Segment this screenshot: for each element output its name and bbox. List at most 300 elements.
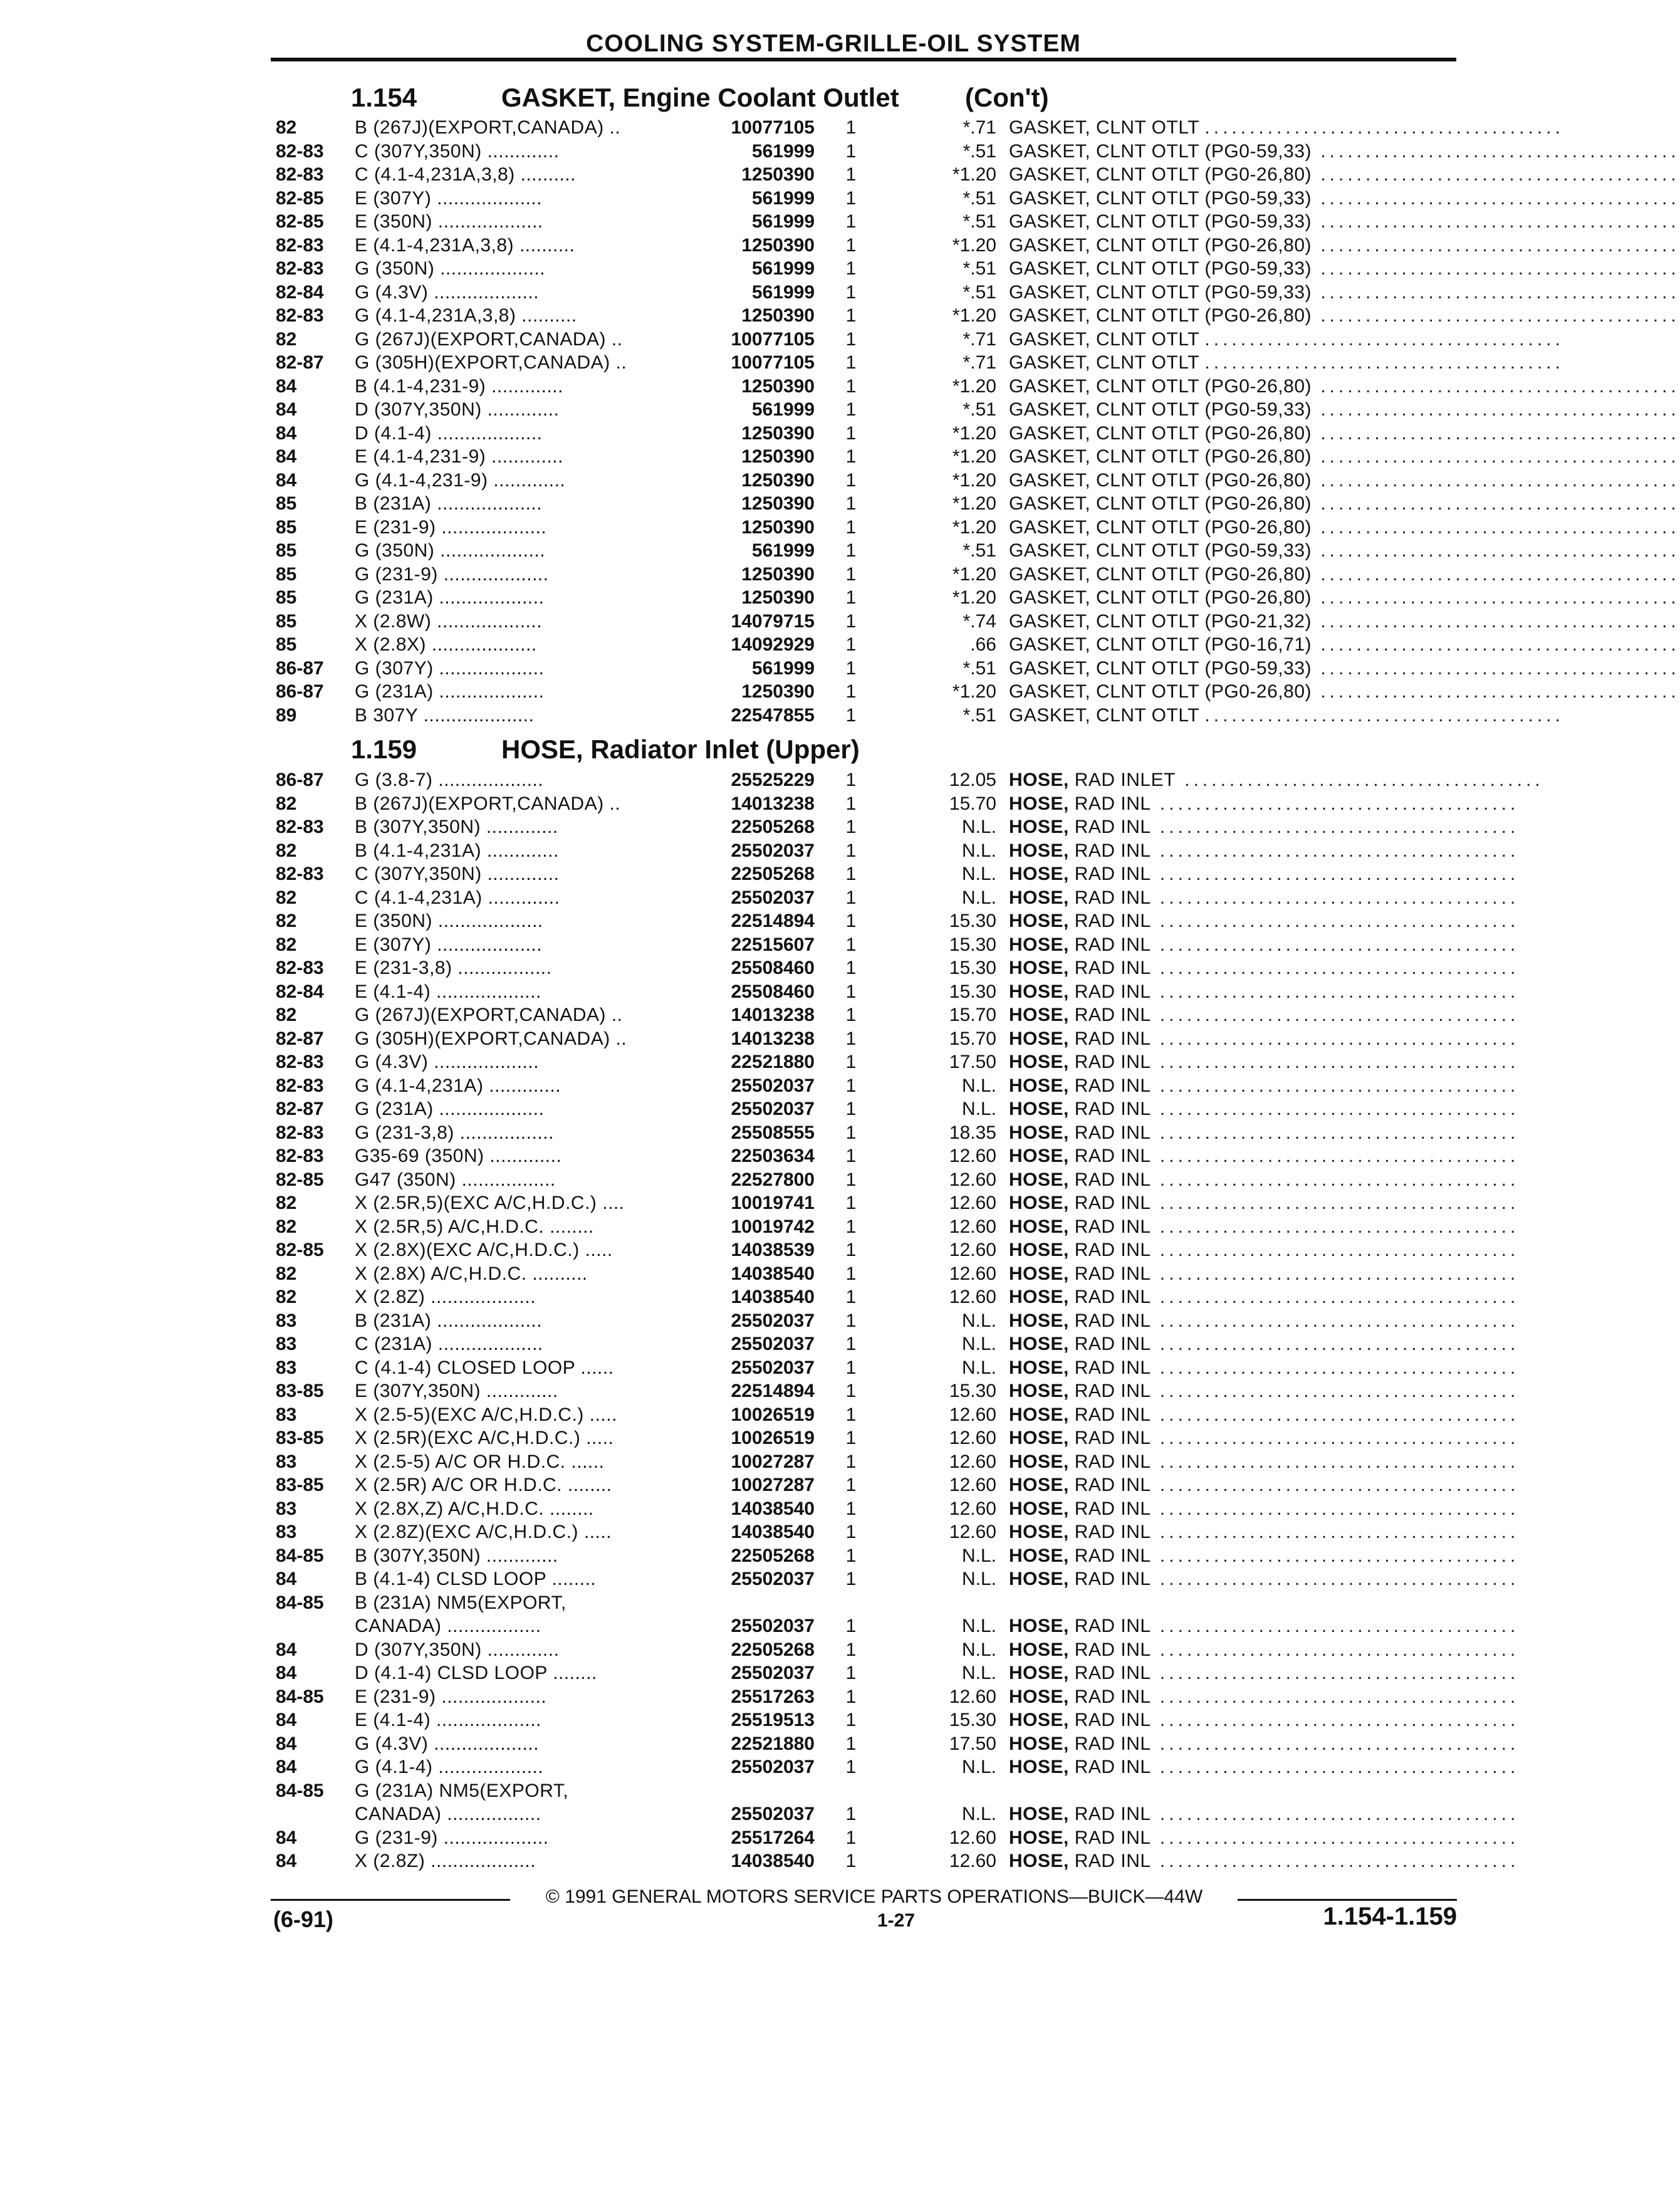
part-name-text: HOSE, bbox=[1009, 1827, 1069, 1848]
part-number: 1250390 bbox=[741, 375, 815, 397]
part-name-note: RAD INL bbox=[1074, 1428, 1151, 1448]
dot-leader: ........................................ bbox=[1204, 352, 1564, 373]
part-number: 1250390 bbox=[741, 587, 815, 608]
table-row bbox=[0, 1544, 1584, 1568]
part-name bbox=[1009, 1003, 1520, 1027]
quantity: 1 bbox=[845, 911, 857, 931]
table-row bbox=[0, 187, 1680, 211]
dot-leader: ........................................ bbox=[1312, 469, 1680, 491]
model-years: 85 bbox=[276, 540, 297, 561]
model-years: 82 bbox=[276, 934, 297, 955]
part-number: 1250390 bbox=[741, 516, 815, 538]
part-number: 22514894 bbox=[731, 911, 815, 931]
part-name-note: (PG0-26,80) bbox=[1204, 469, 1312, 491]
part-name-text: HOSE, bbox=[1009, 1851, 1069, 1871]
section-heading-1159 bbox=[351, 732, 1454, 767]
dot-leader: ........................................ bbox=[1150, 1616, 1520, 1636]
dot-leader: ........................................ bbox=[1150, 1240, 1520, 1260]
part-number: 14038540 bbox=[731, 1522, 815, 1542]
quantity: 1 bbox=[845, 328, 857, 350]
model-years: 83 bbox=[276, 1522, 297, 1542]
part-number: 25502037 bbox=[731, 1569, 815, 1589]
part-number: 10026519 bbox=[731, 1404, 815, 1425]
part-name-text: HOSE, bbox=[1009, 1099, 1069, 1119]
price: N.L. bbox=[961, 817, 996, 837]
part-number: 22547855 bbox=[731, 704, 815, 726]
application: C (231A) ................... bbox=[355, 1334, 543, 1354]
application: G (4.3V) ................... bbox=[355, 281, 540, 303]
model-years: 82-83 bbox=[276, 817, 324, 837]
application: X (2.8Z) ................... bbox=[355, 1287, 536, 1307]
table-row bbox=[0, 257, 1680, 281]
price: *.51 bbox=[963, 657, 996, 679]
part-name bbox=[1009, 1755, 1520, 1779]
table-row bbox=[0, 862, 1584, 886]
part-name-text: HOSE, bbox=[1009, 887, 1069, 908]
table-row bbox=[0, 1332, 1584, 1356]
quantity: 1 bbox=[845, 1334, 857, 1354]
dot-leader: ........................................ bbox=[1312, 211, 1680, 232]
dot-leader: ........................................ bbox=[1312, 375, 1680, 397]
price: *1.20 bbox=[952, 516, 996, 538]
model-years: 86-87 bbox=[276, 657, 324, 679]
quantity: 1 bbox=[845, 211, 857, 232]
part-number: 1250390 bbox=[741, 446, 815, 467]
part-name-text: HOSE, bbox=[1009, 1122, 1069, 1143]
part-name bbox=[1009, 933, 1520, 957]
price: *1.20 bbox=[952, 681, 996, 702]
quantity: 1 bbox=[845, 958, 857, 978]
application: G (231A) ................... bbox=[355, 681, 545, 702]
table-row bbox=[0, 586, 1680, 610]
price: N.L. bbox=[961, 1357, 996, 1378]
table-row bbox=[0, 1003, 1584, 1027]
part-number: 10019741 bbox=[731, 1193, 815, 1213]
table-row bbox=[0, 839, 1584, 863]
price: *.51 bbox=[963, 540, 996, 561]
part-number: 1250390 bbox=[741, 164, 815, 185]
part-name-text: GASKET, CLNT OTLT bbox=[1009, 610, 1199, 632]
dot-leader: ........................................ bbox=[1312, 516, 1680, 538]
quantity: 1 bbox=[845, 1428, 857, 1448]
part-name-note: RAD INL bbox=[1074, 864, 1151, 884]
price: *1.20 bbox=[952, 446, 996, 467]
quantity: 1 bbox=[845, 793, 857, 814]
table-row bbox=[0, 1567, 1584, 1591]
price: *1.20 bbox=[952, 469, 996, 491]
part-number: 22505268 bbox=[731, 817, 815, 837]
part-name bbox=[1009, 1144, 1520, 1168]
dot-leader: ........................................ bbox=[1150, 1052, 1520, 1072]
dot-leader: ........................................ bbox=[1312, 610, 1680, 632]
part-name bbox=[1009, 1309, 1520, 1333]
part-number: 25525229 bbox=[731, 770, 815, 790]
footer-rule-left bbox=[271, 1899, 510, 1901]
part-name bbox=[1009, 704, 1564, 728]
part-name-text: HOSE, bbox=[1009, 1498, 1069, 1519]
dot-leader: ........................................ bbox=[1204, 704, 1564, 726]
price: 12.60 bbox=[949, 1263, 996, 1284]
table-row bbox=[0, 1215, 1584, 1239]
part-name bbox=[1009, 839, 1520, 863]
application: E (231-9) ................... bbox=[355, 516, 547, 538]
table-row bbox=[0, 657, 1680, 681]
table-row bbox=[0, 375, 1680, 399]
part-number: 14038540 bbox=[731, 1498, 815, 1519]
part-name bbox=[1009, 422, 1680, 446]
part-number: 561999 bbox=[751, 281, 815, 303]
part-name-text: GASKET, CLNT OTLT bbox=[1009, 187, 1199, 209]
application: B (231A) NM5(EXPORT, bbox=[355, 1592, 566, 1613]
table-row bbox=[0, 1708, 1584, 1732]
table-row bbox=[0, 1755, 1584, 1779]
part-number: 25502037 bbox=[731, 1099, 815, 1119]
price: 12.60 bbox=[949, 1851, 996, 1871]
part-name-note: RAD INL bbox=[1074, 1287, 1151, 1307]
quantity: 1 bbox=[845, 657, 857, 679]
part-name-note: RAD INLET bbox=[1074, 770, 1176, 790]
dot-leader: ........................................ bbox=[1150, 911, 1520, 931]
table-row bbox=[0, 704, 1584, 728]
part-name bbox=[1009, 1074, 1520, 1098]
part-name-note: RAD INL bbox=[1074, 1827, 1151, 1848]
part-name-text: HOSE, bbox=[1009, 1475, 1069, 1495]
table-row bbox=[0, 1638, 1584, 1662]
dot-leader: ........................................ bbox=[1312, 587, 1680, 608]
price: *1.20 bbox=[952, 587, 996, 608]
part-name-note: RAD INL bbox=[1074, 1334, 1151, 1354]
quantity: 1 bbox=[845, 1686, 857, 1707]
dot-leader: ........................................ bbox=[1312, 446, 1680, 467]
application: G (231A) NM5(EXPORT, bbox=[355, 1780, 569, 1801]
price: *.71 bbox=[963, 352, 996, 373]
part-name-text: HOSE, bbox=[1009, 1451, 1069, 1472]
model-years: 82 bbox=[276, 840, 297, 861]
part-name-text: HOSE, bbox=[1009, 1310, 1069, 1331]
model-years: 89 bbox=[276, 704, 297, 726]
part-number: 25502037 bbox=[731, 1757, 815, 1777]
part-number: 25517264 bbox=[731, 1827, 815, 1848]
part-number: 561999 bbox=[751, 258, 815, 279]
application: X (2.8X) A/C,H.D.C. .......... bbox=[355, 1263, 588, 1284]
price: *.51 bbox=[963, 281, 996, 303]
quantity: 1 bbox=[845, 1827, 857, 1848]
model-years: 84 bbox=[276, 1639, 297, 1660]
part-name-note: (PG0-59,33) bbox=[1204, 258, 1312, 279]
price: 18.35 bbox=[949, 1122, 996, 1143]
quantity: 1 bbox=[845, 1639, 857, 1660]
price: *1.20 bbox=[952, 234, 996, 256]
table-row bbox=[0, 815, 1584, 839]
table-row bbox=[0, 1074, 1584, 1098]
part-name-text: HOSE, bbox=[1009, 1334, 1069, 1354]
model-years: 82-87 bbox=[276, 1028, 324, 1049]
application: X (2.5R,5) A/C,H.D.C. ........ bbox=[355, 1216, 594, 1237]
part-name-note: (PG0-59,33) bbox=[1204, 187, 1312, 209]
table-row bbox=[0, 351, 1584, 375]
application: B (4.1-4) CLSD LOOP ........ bbox=[355, 1569, 597, 1589]
price: 15.30 bbox=[949, 1381, 996, 1401]
part-name-note: RAD INL bbox=[1074, 1216, 1151, 1237]
part-name-note: RAD INL bbox=[1074, 958, 1151, 978]
application: G (305H)(EXPORT,CANADA) .. bbox=[355, 352, 627, 373]
application: C (307Y,350N) ............. bbox=[355, 140, 560, 162]
price: 12.60 bbox=[949, 1686, 996, 1707]
application: G47 (350N) ................. bbox=[355, 1169, 556, 1190]
part-number: 22527800 bbox=[731, 1169, 815, 1190]
part-name-note: RAD INL bbox=[1074, 1028, 1151, 1049]
quantity: 1 bbox=[845, 704, 857, 726]
part-name-text: HOSE, bbox=[1009, 1263, 1069, 1284]
table-row bbox=[0, 1426, 1584, 1450]
model-years: 85 bbox=[276, 563, 297, 585]
part-name-text: HOSE, bbox=[1009, 911, 1069, 931]
price: *.51 bbox=[963, 399, 996, 420]
part-name-text: HOSE, bbox=[1009, 1639, 1069, 1660]
quantity: 1 bbox=[845, 981, 857, 1002]
model-years: 82 bbox=[276, 793, 297, 814]
part-number: 22515607 bbox=[731, 934, 815, 955]
quantity: 1 bbox=[845, 817, 857, 837]
part-name-text: HOSE, bbox=[1009, 817, 1069, 837]
part-name-note: RAD INL bbox=[1074, 1381, 1151, 1401]
footer-copyright: © 1991 GENERAL MOTORS SERVICE PARTS OPERATIONS—BUICK—44W bbox=[545, 1886, 1203, 1907]
quantity: 1 bbox=[845, 770, 857, 790]
model-years: 84 bbox=[276, 469, 297, 491]
part-name-note: RAD INL bbox=[1074, 817, 1151, 837]
quantity: 1 bbox=[845, 1851, 857, 1871]
table-row bbox=[0, 1520, 1584, 1544]
part-number: 25502037 bbox=[731, 840, 815, 861]
price: *.51 bbox=[963, 258, 996, 279]
model-years: 84 bbox=[276, 1757, 297, 1777]
table-row bbox=[0, 1450, 1584, 1474]
price: 12.60 bbox=[949, 1146, 996, 1166]
quantity: 1 bbox=[845, 840, 857, 861]
part-name-text: GASKET, CLNT OTLT bbox=[1009, 399, 1199, 420]
quantity: 1 bbox=[845, 1216, 857, 1237]
model-years: 84-85 bbox=[276, 1686, 324, 1707]
dot-leader: ........................................ bbox=[1150, 1287, 1520, 1307]
quantity: 1 bbox=[845, 1052, 857, 1072]
price: .66 bbox=[970, 634, 996, 655]
price: N.L. bbox=[961, 1757, 996, 1777]
part-name-note: RAD INL bbox=[1074, 1710, 1151, 1730]
part-name-text: GASKET, CLNT OTLT bbox=[1009, 516, 1199, 538]
quantity: 1 bbox=[845, 1099, 857, 1119]
part-name-note: RAD INL bbox=[1074, 981, 1151, 1002]
part-name bbox=[1009, 792, 1520, 816]
part-name-note: RAD INL bbox=[1074, 1616, 1151, 1636]
dot-leader: ........................................ bbox=[1150, 887, 1520, 908]
quantity: 1 bbox=[845, 1310, 857, 1331]
part-number: 22503634 bbox=[731, 1146, 815, 1166]
table-row bbox=[0, 516, 1680, 540]
dot-leader: ........................................ bbox=[1150, 1075, 1520, 1096]
price: 12.60 bbox=[949, 1404, 996, 1425]
model-years: 82-84 bbox=[276, 981, 324, 1002]
price: 15.30 bbox=[949, 934, 996, 955]
price: 12.05 bbox=[949, 770, 996, 790]
quantity: 1 bbox=[845, 1757, 857, 1777]
price: N.L. bbox=[961, 1663, 996, 1683]
part-name-note: (PG0-16,71) bbox=[1204, 634, 1312, 655]
part-name bbox=[1009, 1168, 1520, 1192]
model-years: 83 bbox=[276, 1451, 297, 1472]
part-name-note: (PG0-59,33) bbox=[1204, 140, 1312, 162]
part-name bbox=[1009, 1426, 1520, 1450]
part-name-note: (PG0-26,80) bbox=[1204, 422, 1312, 444]
table-row bbox=[0, 163, 1680, 187]
dot-leader: ........................................ bbox=[1150, 1146, 1520, 1166]
dot-leader: ........................................ bbox=[1312, 234, 1680, 256]
quantity: 1 bbox=[845, 1663, 857, 1683]
quantity: 1 bbox=[845, 516, 857, 538]
dot-leader: ........................................ bbox=[1150, 1757, 1520, 1777]
price: N.L. bbox=[961, 1334, 996, 1354]
quantity: 1 bbox=[845, 1005, 857, 1025]
application: G (350N) ................... bbox=[355, 258, 546, 279]
model-years: 83-85 bbox=[276, 1428, 324, 1448]
part-name-text: GASKET, CLNT OTLT bbox=[1009, 422, 1199, 444]
model-years: 82-85 bbox=[276, 1169, 324, 1190]
model-years: 82-83 bbox=[276, 1122, 324, 1143]
part-name bbox=[1009, 1826, 1520, 1850]
part-name-note: RAD INL bbox=[1074, 1569, 1151, 1589]
price: *1.20 bbox=[952, 305, 996, 326]
quantity: 1 bbox=[845, 140, 857, 162]
part-name-text: HOSE, bbox=[1009, 934, 1069, 955]
part-name-text: HOSE, bbox=[1009, 840, 1069, 861]
dot-leader: ........................................ bbox=[1150, 1686, 1520, 1707]
model-years: 82 bbox=[276, 1005, 297, 1025]
table-row bbox=[0, 610, 1680, 634]
application: E (231-9) ................... bbox=[355, 1686, 547, 1707]
dot-leader: ........................................ bbox=[1150, 817, 1520, 837]
part-number: 25502037 bbox=[731, 1075, 815, 1096]
dot-leader: ........................................ bbox=[1150, 1827, 1520, 1848]
part-name bbox=[1009, 234, 1680, 258]
quantity: 1 bbox=[845, 375, 857, 397]
application: G (307Y) ................... bbox=[355, 657, 545, 679]
part-name-text: HOSE, bbox=[1009, 1569, 1069, 1589]
part-number: 25508460 bbox=[731, 958, 815, 978]
dot-leader: ........................................ bbox=[1150, 1804, 1520, 1824]
model-years: 83 bbox=[276, 1334, 297, 1354]
application: D (4.1-4) ................... bbox=[355, 422, 543, 444]
application: E (307Y) ................... bbox=[355, 187, 543, 209]
price: N.L. bbox=[961, 1075, 996, 1096]
part-name-note: (PG0-59,33) bbox=[1204, 540, 1312, 561]
model-years: 84-85 bbox=[276, 1592, 324, 1613]
application: E (350N) ................... bbox=[355, 911, 543, 931]
table-row bbox=[0, 1309, 1584, 1333]
application: G (4.1-4,231A,3,8) .......... bbox=[355, 305, 577, 326]
table-row bbox=[0, 1591, 1584, 1615]
part-name-note: RAD INL bbox=[1074, 1193, 1151, 1213]
dot-leader: ........................................ bbox=[1150, 934, 1520, 955]
part-name-text: HOSE, bbox=[1009, 793, 1069, 814]
dot-leader: ........................................ bbox=[1150, 1099, 1520, 1119]
table-row bbox=[0, 304, 1680, 328]
part-name-text: HOSE, bbox=[1009, 958, 1069, 978]
part-name-note: (PG0-26,80) bbox=[1204, 587, 1312, 608]
dot-leader: ........................................ bbox=[1312, 422, 1680, 444]
part-name-note: RAD INL bbox=[1074, 887, 1151, 908]
dot-leader: ........................................ bbox=[1150, 793, 1520, 814]
table-row bbox=[0, 1497, 1584, 1521]
part-name-text: HOSE, bbox=[1009, 1663, 1069, 1683]
model-years: 82-83 bbox=[276, 958, 324, 978]
part-name-text: GASKET, CLNT OTLT bbox=[1009, 211, 1199, 232]
part-name bbox=[1009, 445, 1680, 469]
quantity: 1 bbox=[845, 446, 857, 467]
price: N.L. bbox=[961, 864, 996, 884]
part-number: 561999 bbox=[751, 187, 815, 209]
part-name-text: HOSE, bbox=[1009, 1287, 1069, 1307]
dot-leader: ........................................ bbox=[1150, 1475, 1520, 1495]
part-number: 25502037 bbox=[731, 1310, 815, 1331]
price: 15.70 bbox=[949, 1005, 996, 1025]
part-name bbox=[1009, 163, 1680, 187]
table-row bbox=[0, 1027, 1584, 1051]
dot-leader: ........................................ bbox=[1204, 328, 1564, 350]
application: B (267J)(EXPORT,CANADA) .. bbox=[355, 117, 621, 138]
part-name-note: RAD INL bbox=[1074, 1005, 1151, 1025]
price: N.L. bbox=[961, 840, 996, 861]
part-name-text: GASKET, CLNT OTLT bbox=[1009, 704, 1199, 726]
part-name bbox=[1009, 1802, 1520, 1826]
part-name bbox=[1009, 281, 1680, 305]
part-name bbox=[1009, 768, 1544, 792]
dot-leader: ........................................ bbox=[1150, 1193, 1520, 1213]
table-row bbox=[0, 1356, 1584, 1380]
application: B (231A) ................... bbox=[355, 1310, 543, 1331]
table-row bbox=[0, 1473, 1584, 1497]
part-name-text: HOSE, bbox=[1009, 1216, 1069, 1237]
part-name-text: GASKET, CLNT OTLT bbox=[1009, 375, 1199, 397]
part-name-note: RAD INL bbox=[1074, 1075, 1151, 1096]
quantity: 1 bbox=[845, 864, 857, 884]
dot-leader: ........................................ bbox=[1312, 258, 1680, 279]
part-number: 14038540 bbox=[731, 1851, 815, 1871]
quantity: 1 bbox=[845, 563, 857, 585]
part-number: 25502037 bbox=[731, 1357, 815, 1378]
dot-leader: ........................................ bbox=[1150, 1404, 1520, 1425]
part-name bbox=[1009, 909, 1520, 933]
part-name bbox=[1009, 956, 1520, 980]
part-number: 10077105 bbox=[731, 328, 815, 350]
application: B (267J)(EXPORT,CANADA) .. bbox=[355, 793, 621, 814]
quantity: 1 bbox=[845, 1193, 857, 1213]
part-number: 561999 bbox=[751, 657, 815, 679]
application: G (3.8-7) ................... bbox=[355, 770, 544, 790]
price: 15.30 bbox=[949, 1710, 996, 1730]
part-name-note: RAD INL bbox=[1074, 1804, 1151, 1824]
price: 17.50 bbox=[949, 1733, 996, 1754]
application: X (2.8W) ................... bbox=[355, 610, 543, 632]
part-name-text: GASKET, CLNT OTLT bbox=[1009, 563, 1199, 585]
table-row bbox=[0, 210, 1680, 234]
part-name-text: GASKET, CLNT OTLT bbox=[1009, 258, 1199, 279]
price: 12.60 bbox=[949, 1193, 996, 1213]
part-number: 14092929 bbox=[731, 634, 815, 655]
model-years: 84-85 bbox=[276, 1780, 324, 1801]
model-years: 85 bbox=[276, 610, 297, 632]
part-number: 22505268 bbox=[731, 864, 815, 884]
part-name-text: GASKET, CLNT OTLT bbox=[1009, 281, 1199, 303]
part-name-text: HOSE, bbox=[1009, 1005, 1069, 1025]
